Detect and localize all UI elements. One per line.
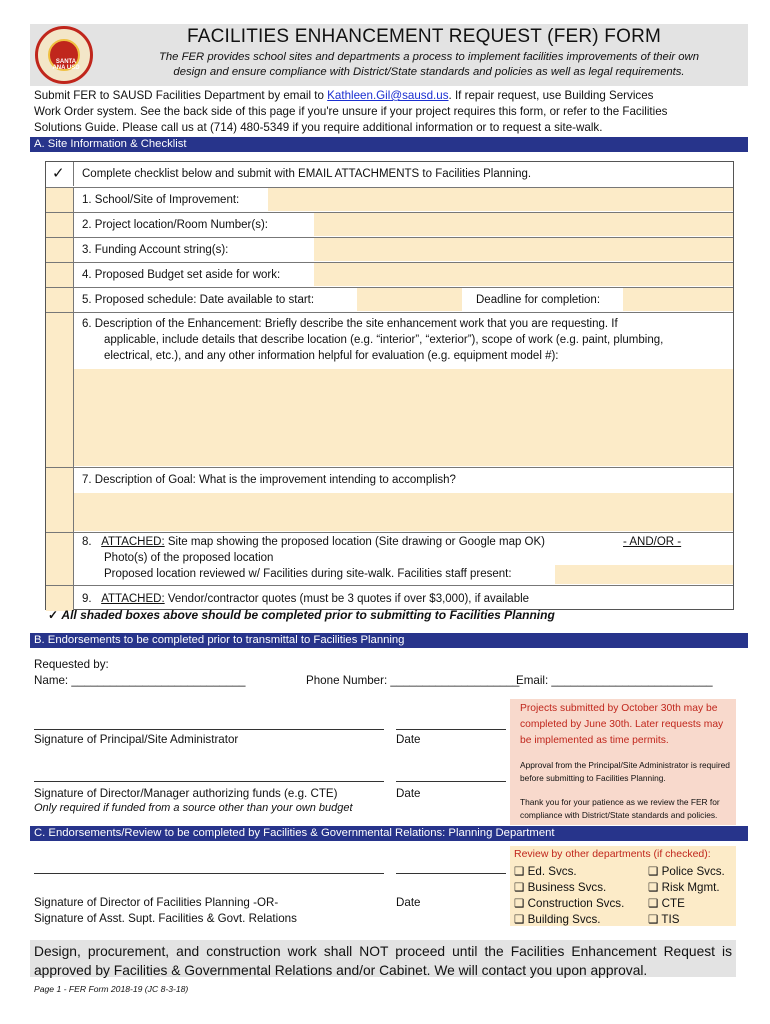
budget-input[interactable] [314, 263, 733, 286]
dept-option-police-svcs[interactable] [648, 864, 725, 878]
section-c-header: C. Endorsements/Review to be completed by Facilities & Governmental Relations: Planning Department [30, 826, 748, 841]
info-line: Projects submitted by October 30th may be [520, 703, 718, 714]
submission-info-box [510, 699, 736, 825]
checkbox-icon: ❑ [648, 865, 659, 878]
phone-field[interactable]: Phone Number: ____________________ [306, 674, 520, 687]
dept-label: Building Svcs. [527, 913, 601, 926]
intro-text: Work Order system. See the back side of this page if you're unsure if your project requires this form, or refer to the Facilities [34, 105, 668, 118]
project-location-input[interactable] [314, 213, 733, 236]
checklist-row-4 [46, 262, 733, 287]
deadline-input[interactable] [623, 288, 733, 311]
dept-label: TIS [661, 913, 680, 926]
director-signature-label: Signature of Director/Manager authorizing funds (e.g. CTE) [34, 787, 338, 800]
item-text: Vendor/contractor quotes (must be 3 quotes if over $3,000), if available [164, 593, 530, 605]
dept-label: CTE [661, 897, 685, 910]
principal-date-line[interactable] [396, 729, 506, 730]
item-text: Site map showing the proposed location (Site drawing or Google map OK) [164, 536, 545, 548]
dept-option-tis[interactable] [648, 912, 679, 926]
date-label: Date [396, 896, 421, 909]
principal-signature-label: Signature of Principal/Site Administrator [34, 733, 239, 746]
header-check-cell [46, 162, 74, 186]
checkbox-icon: ❑ [648, 881, 659, 894]
attached-label: ATTACHED: [101, 536, 165, 548]
checkmark-icon: ✓ [48, 608, 59, 622]
logo-seal-icon [48, 39, 80, 71]
item-text-line: electrical, etc.), and any other information helpful for evaluation (e.g. equipment model #): [104, 350, 559, 362]
section-b-header: B. Endorsements to be completed prior to transmittal to Facilities Planning [30, 633, 748, 648]
dept-label: Police Svcs. [661, 865, 725, 878]
checkbox-icon: ❑ [648, 913, 659, 926]
goal-description-input[interactable] [74, 493, 733, 531]
footnote-text: All shaded boxes above should be completed prior to submitting to Facilities Planning [61, 608, 555, 622]
email-field[interactable]: Email: _________________________ [516, 674, 713, 687]
dept-option-risk-mgmt[interactable] [648, 880, 720, 894]
contact-email-link[interactable]: Kathleen.Gil@sausd.us [327, 89, 449, 102]
dept-label: Risk Mgmt. [661, 881, 720, 894]
item-label: 3. Funding Account string(s): [82, 244, 229, 256]
item-text-line: 6. Description of the Enhancement: Briefly describe the site enhancement work that you are requesting. If [82, 318, 618, 330]
checkbox-icon: ❑ [514, 913, 525, 926]
checkbox-6[interactable] [46, 313, 74, 467]
section-a-header: A. Site Information & Checklist [30, 137, 748, 152]
form-subtitle [120, 50, 738, 80]
checkmark-icon: ✓ [52, 165, 65, 182]
checklist-row-6 [46, 312, 733, 467]
info-line: Thank you for your patience as we review the FER for [520, 797, 720, 807]
start-date-input[interactable] [357, 288, 462, 311]
director-date-line[interactable] [396, 781, 506, 782]
item-label: 2. Project location/Room Number(s): [82, 219, 268, 231]
item-number: 9. [82, 593, 92, 605]
dept-label: Business Svcs. [527, 881, 607, 894]
checkbox-icon: ❑ [648, 897, 659, 910]
checklist-row-3 [46, 237, 733, 262]
form-title: FACILITIES ENHANCEMENT REQUEST (FER) FORM [186, 26, 662, 47]
checkbox-3[interactable] [46, 238, 74, 262]
info-line: Approval from the Principal/Site Administrator is required [520, 760, 730, 770]
intro-text: Solutions Guide. Please call us at (714) 480-5349 if you require additional information or to request a site-walk. [34, 121, 603, 134]
checkbox-icon: ❑ [514, 897, 525, 910]
facilities-signature-line[interactable] [34, 873, 384, 874]
department-review-box [510, 846, 736, 926]
school-site-input[interactable] [268, 188, 733, 211]
checklist-table [45, 161, 734, 610]
checkbox-2[interactable] [46, 213, 74, 237]
item-label [82, 316, 663, 364]
intro-text: Submit FER to SAUSD Facilities Department by email to [34, 89, 328, 102]
deadline-info [520, 701, 723, 749]
attached-label: ATTACHED: [101, 593, 165, 605]
dept-option-cte[interactable] [648, 896, 685, 910]
item-label [82, 591, 529, 607]
info-line: compliance with District/State standards and policies. [520, 810, 718, 820]
date-label: Date [396, 733, 421, 746]
info-line: be implemented as time permits. [520, 735, 669, 746]
dept-option-ed-svcs[interactable] [514, 864, 577, 878]
review-title: Review by other departments (if checked): [514, 848, 711, 860]
approval-notice: Design, procurement, and construction work shall NOT proceed until the Facilities Enhancement Request is approved by Facilities & Governmental Relations and/or Cabinet. We will contact you upon approval. [30, 940, 736, 977]
item-label: 4. Proposed Budget set aside for work: [82, 269, 281, 281]
date-label: Date [396, 787, 421, 800]
shaded-boxes-note [48, 608, 555, 622]
approval-info [520, 759, 730, 785]
principal-signature-line[interactable] [34, 729, 384, 730]
checkbox-5[interactable] [46, 288, 74, 312]
checklist-header-row [46, 162, 733, 186]
deadline-label: Deadline for completion: [476, 294, 601, 306]
info-line: completed by June 30th. Later requests may [520, 719, 724, 730]
asst-supt-signature-label: Signature of Asst. Supt. Facilities & Govt. Relations [34, 912, 297, 925]
item-label: 1. School/Site of Improvement: [82, 194, 240, 206]
requested-by-label: Requested by: [34, 658, 109, 671]
item-label: 5. Proposed schedule: Date available to start: [82, 294, 315, 306]
info-line: before submitting to Facilities Planning. [520, 773, 666, 783]
facilities-date-line[interactable] [396, 873, 506, 874]
facilities-director-signature-label: Signature of Director of Facilities Planning -OR- [34, 896, 279, 909]
dept-option-construction-svcs[interactable] [514, 896, 624, 910]
checklist-row-5 [46, 287, 733, 312]
item-label: 7. Description of Goal: What is the improvement intending to accomplish? [82, 474, 456, 486]
name-field[interactable]: Name: ___________________________ [34, 674, 246, 687]
dept-option-building-svcs[interactable] [514, 912, 600, 926]
thanks-info [520, 796, 720, 822]
item-number: 8. [82, 536, 92, 548]
subtitle-line: The FER provides school sites and departments a process to implement facilities improvements of their own [159, 51, 699, 63]
dept-option-business-svcs[interactable] [514, 880, 606, 894]
checklist-row-2 [46, 212, 733, 237]
page-footer: Page 1 - FER Form 2018-19 (JC 8-3-18) [34, 984, 189, 994]
enhancement-description-input[interactable] [74, 369, 733, 466]
funding-account-input[interactable] [314, 238, 733, 261]
checklist-row-1 [46, 187, 733, 212]
checkbox-icon: ❑ [514, 865, 525, 878]
intro-paragraph [34, 88, 746, 136]
subtitle-line: design and ensure compliance with District/State standards and policies as well as legal requirements. [173, 66, 685, 78]
director-signature-note: Only required if funded from a source other than your own budget [34, 802, 353, 814]
item-text-line: applicable, include details that describe location (e.g. “interior”, “exterior”), scope of work (e.g. paint, plumbing, [104, 334, 664, 346]
intro-text: . If repair request, use Building Services [448, 89, 654, 102]
checklist-row-8 [46, 532, 733, 585]
checklist-header-text: Complete checklist below and submit with EMAIL ATTACHMENTS to Facilities Planning. [82, 168, 532, 180]
director-signature-line[interactable] [34, 781, 384, 782]
dept-label: Ed. Svcs. [527, 865, 577, 878]
item-text-line: Photo(s) of the proposed location [104, 552, 274, 564]
dept-label: Construction Svcs. [527, 897, 625, 910]
logo-text: SANTA ANA USD [52, 59, 80, 71]
district-logo [35, 26, 93, 84]
facilities-staff-input[interactable] [555, 565, 733, 584]
and-or-label: - AND/OR - [623, 536, 682, 548]
checklist-row-7 [46, 467, 733, 532]
checkbox-8[interactable] [46, 533, 74, 585]
checkbox-1[interactable] [46, 188, 74, 212]
checkbox-4[interactable] [46, 263, 74, 287]
checkbox-7[interactable] [46, 468, 74, 532]
item-text-line: Proposed location reviewed w/ Facilities during site-walk. Facilities staff present: [104, 568, 512, 580]
checkbox-icon: ❑ [514, 881, 525, 894]
